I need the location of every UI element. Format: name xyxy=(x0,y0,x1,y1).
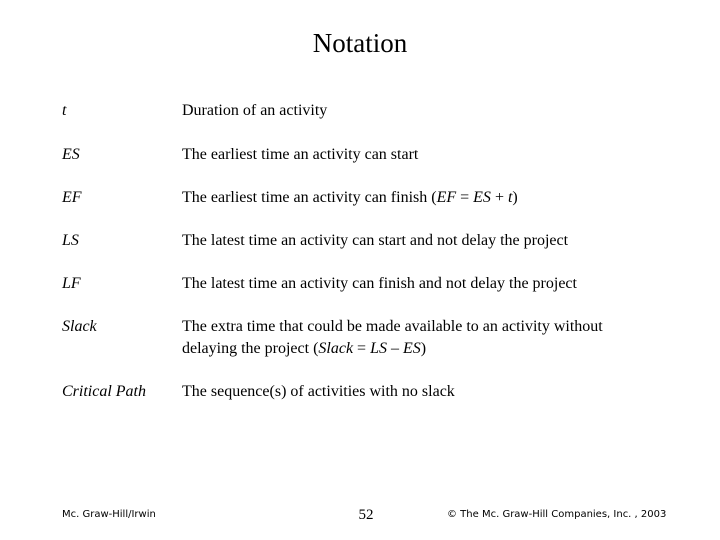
formula-var-ef: EF xyxy=(436,189,457,206)
definition-text-line-1: The extra time that could be made available to an activity without xyxy=(182,318,603,335)
footer-copyright: © The Mc. Graw-Hill Companies, Inc. , 2003 xyxy=(447,509,667,520)
formula-var-ls: LS xyxy=(370,340,387,357)
footer-publisher: Mc. Graw-Hill/Irwin xyxy=(62,509,156,520)
term-ef: EF xyxy=(62,189,82,206)
definition-ef xyxy=(182,187,682,209)
definition-lf xyxy=(182,273,682,295)
definition-text: The latest time an activity can finish and not delay the project xyxy=(182,275,577,292)
formula-var-t: t xyxy=(507,189,513,206)
definition-es xyxy=(182,144,682,166)
page-number: 52 xyxy=(358,507,374,523)
definition-t xyxy=(182,100,682,122)
definition-text: The latest time an activity can start and not delay the project xyxy=(182,232,569,249)
formula-operator: + xyxy=(490,189,508,206)
term-critical-path: Critical Path xyxy=(62,383,146,400)
definition-text xyxy=(182,187,682,209)
definition-text-line-2 xyxy=(182,338,682,360)
formula-var-es: ES xyxy=(402,340,421,357)
page-title: Notation xyxy=(312,28,408,58)
definition-segment: delaying the project ( xyxy=(182,340,319,357)
definition-segment: ) xyxy=(512,189,518,206)
term-es: ES xyxy=(62,146,80,163)
definition-segment: The earliest time an activity can finish ( xyxy=(182,189,437,206)
term-ls: LS xyxy=(62,232,79,249)
definition-text: Duration of an activity xyxy=(182,102,328,119)
definition-segment: ) xyxy=(420,340,427,357)
term-t: t xyxy=(62,102,67,119)
definition-text: The earliest time an activity can start xyxy=(182,146,419,163)
formula-var-slack: Slack xyxy=(318,340,354,357)
formula-var-es: ES xyxy=(473,189,491,206)
definition-text: The sequence(s) of activities with no slack xyxy=(182,383,455,400)
formula-operator: = xyxy=(353,340,371,357)
formula-operator: – xyxy=(386,340,403,357)
term-slack: Slack xyxy=(62,318,97,335)
definition-ls xyxy=(182,230,682,252)
formula-operator: = xyxy=(456,189,474,206)
definition-slack xyxy=(182,316,682,360)
term-lf: LF xyxy=(62,275,81,292)
definition-critical-path xyxy=(182,381,682,403)
